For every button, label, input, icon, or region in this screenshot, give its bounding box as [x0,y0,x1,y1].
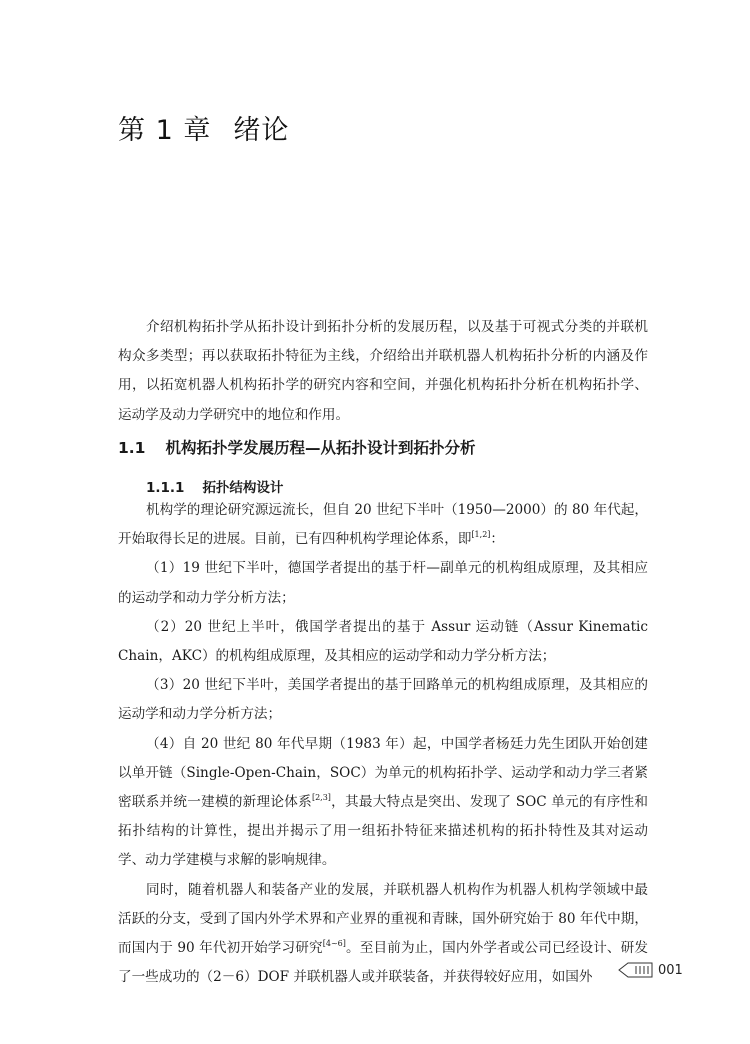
chapter-intro: 介绍机构拓扑学从拓扑设计到拓扑分析的发展历程，以及基于可视式分类的并联机构众多类型；再以获取拓扑特征为主线，介绍给出并联机器人机构拓扑分析的内涵及作用，以拓宽机器人机构拓扑学的研究内容和空间，并强化机构拓扑分析在机构拓扑学、运动学及动力学研究中的地位和作用。 [118,319,648,423]
paragraph-6-text: 同时，随着机器人和装备产业的发展，并联机器人机构作为机器人机构学领域中最活跃的分支，受到了国内外学术界和产业界的重视和青睐，国外研究始于 80 年代中期，而国内于 90 年代初开始学习研究 [118,881,648,957]
citation-3: [4~6] [322,939,346,949]
page-number: 001 [658,962,683,978]
section-title: 机构拓扑学发展历程—从拓扑设计到拓扑分析 [165,439,476,457]
chapter-number: 第 1 章 [118,115,212,146]
page-footer [618,962,683,978]
section-heading [118,436,475,458]
left-arrow-decoration-icon [618,962,654,978]
paragraph-1 [118,496,648,554]
subsection-number: 1.1.1 [146,480,185,496]
paragraph-6-tail: 。至目前为止，国内外学者或公司已经设计、研发了一些成功的（2－6）DOF 并联机器人或并联装备，并获得较好应用，如国外 [118,940,648,986]
paragraph-3: （2）20 世纪上半叶，俄国学者提出的基于 Assur 运动链（Assur Kinematic Chain，AKC）的机构组成原理，及其相应的运动学和动力学分析方法； [118,618,648,665]
chapter-name: 绪论 [233,115,290,146]
citation-1: [1,2] [471,530,491,540]
section-number: 1.1 [118,439,146,457]
paragraph-5-tail: ，其最大特点是突出、发现了 SOC 单元的有序性和拓扑结构的计算性，提出并揭示了用一组拓扑特征来描述机构的拓扑特性及其对运动学、动力学建模与求解的影响规律。 [118,794,649,869]
chapter-title [118,108,289,147]
citation-2: [2,3] [311,793,331,803]
paragraph-5-text: （4）自 20 世纪 80 年代早期（1983 年）起，中国学者杨廷力先生团队开始创建以单开链（Single-Open-Chain，SOC）为单元的机构拓扑学、运动学和动力学三者紧密联系并统一建模的新理论体系 [118,735,648,811]
body-text [118,496,648,992]
paragraph-4: （3）20 世纪下半叶，美国学者提出的基于回路单元的机构组成原理，及其相应的运动学和动力学分析方法； [118,677,648,723]
subsection-heading [146,476,283,496]
paragraph-6 [118,876,648,993]
paragraph-5 [118,730,648,876]
subsection-title: 拓扑结构设计 [202,480,284,496]
paragraph-2: （1）19 世纪下半叶，德国学者提出的基于杆—副单元的机构组成原理，及其相应的运动学和动力学分析方法； [118,560,648,606]
paragraph-1-tail: ： [490,531,504,548]
paragraph-1-text: 机构学的理论研究源远流长，但自 20 世纪下半叶（1950—2000）的 80 年代起，开始取得长足的进展。目前，已有四种机构学理论体系，即 [118,502,648,548]
